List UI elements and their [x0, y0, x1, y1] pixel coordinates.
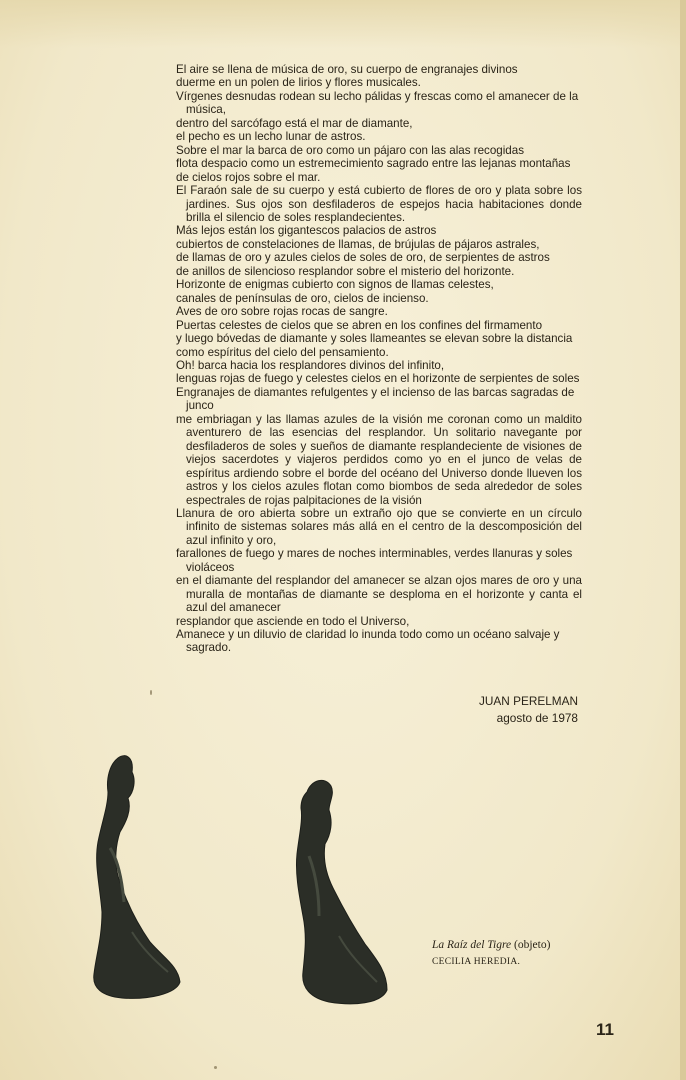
poem-line: Amanece y un diluvio de claridad lo inunda todo como un océano salvaje y sagrado. — [176, 628, 560, 655]
poem-line: Llanura de oro abierta sobre un extraño ojo que se convierte en un círculo infinito de sistemas solares más allá en el centro de la descomposición del azul infinito y oro, — [176, 506, 582, 547]
poem-line: cubiertos de constelaciones de llamas, de brújulas de pájaros astrales, — [176, 237, 540, 251]
poem-line: en el diamante del resplandor del amanecer se alzan ojos mares de oro y una muralla de montañas de diamante se desploma en el horizonte y canta el azul del amanecer — [176, 574, 582, 615]
poem-line: Sobre el mar la barca de oro como un pájaro con las alas recogidas — [176, 143, 525, 157]
poem-line: Vírgenes desnudas rodean su lecho pálidas y frescas como el amanecer de la música, — [176, 89, 579, 117]
poem-line: y luego bóvedas de diamante y soles llameantes se elevan sobre la distancia — [176, 332, 573, 346]
sculpture-left-image — [88, 752, 188, 1002]
poem-line: lenguas rojas de fuego y celestes cielos en el horizonte de serpientes de soles — [176, 372, 580, 386]
poem-line: farallones de fuego y mares de noches interminables, verdes llanuras y soles violáceos — [176, 547, 573, 574]
poem-line: resplandor que asciende en todo el Universo, — [176, 614, 410, 628]
poem-line: Oh! barca hacia los resplandores divinos del infinito, — [176, 358, 445, 372]
poem-line: Más lejos están los gigantescos palacios de astros — [176, 224, 437, 238]
poem-line: de anillos de silencioso resplandor sobre el misterio del horizonte. — [176, 264, 515, 278]
signature-date: agosto de 1978 — [496, 711, 578, 725]
poem-line: me embriagan y las llamas azules de la visión me coronan como un maldito aventurero de las esencias del resplandor. Un solitario navegante por desfiladeros de soles y sueños de diamante resplandeciente de visiones de viejos sacerdotes y viajeros perdidos como yo en el junco de velas de espíritus ardiendo sobre el borde del océano del Universo donde llueven los astros y los cielos azules flotan como biombos de seda alrededor de soles espectrales de rojas palpitaciones de la visión — [176, 412, 582, 507]
poem-line: duerme en un polen de lirios y flores musicales. — [176, 76, 421, 90]
poem-line: El aire se llena de música de oro, su cuerpo de engranajes divinos — [176, 63, 518, 76]
poem-line: de llamas de oro y azules cielos de soles de oro, de serpientes de astros — [176, 251, 550, 265]
author-name: JUAN PERELMAN — [479, 694, 578, 708]
poem-line: como espíritus del cielo del pensamiento. — [176, 345, 389, 359]
poem-line: Aves de oro sobre rojas rocas de sangre. — [176, 305, 388, 319]
image-caption — [432, 937, 550, 971]
poem-line: El Faraón sale de su cuerpo y está cubierto de flores de oro y plata sobre los jardines. Sus ojos son desfiladeros de espejos hacia habitaciones donde brilla el silencio de soles resplandecientes. — [176, 184, 582, 224]
signature-block — [479, 693, 578, 727]
poem-line: canales de penínsulas de oro, cielos de incienso. — [176, 291, 429, 305]
poem-line: Puertas celestes de cielos que se abren en los confines del firmamento — [176, 318, 543, 332]
paper-speck — [150, 690, 152, 695]
poem-line: de cielos rojos sobre el mar. — [176, 170, 321, 184]
poem-line: Engranajes de diamantes refulgentes y el incienso de las barcas sagradas de junco — [176, 385, 575, 413]
caption-artist: CECILIA HEREDIA. — [432, 957, 521, 967]
sculpture-right-image — [289, 776, 393, 1008]
poem-line: dentro del sarcófago está el mar de diamante, — [176, 116, 413, 130]
paper-top-edge — [0, 0, 686, 48]
paper-speck — [214, 1066, 217, 1069]
caption-type: (objeto) — [514, 939, 551, 951]
caption-title: La Raíz del Tigre — [432, 939, 512, 951]
poem-line: Horizonte de enigmas cubierto con signos de llamas celestes, — [176, 278, 494, 292]
page-number: 11 — [596, 1020, 614, 1039]
caption-title-line — [432, 937, 550, 954]
poem-line: el pecho es un lecho lunar de astros. — [176, 130, 366, 144]
poem-text — [176, 63, 582, 655]
poem-line: flota despacio como un estremecimiento sagrado entre las lejanas montañas — [176, 157, 571, 171]
paper-right-edge — [680, 0, 686, 1080]
